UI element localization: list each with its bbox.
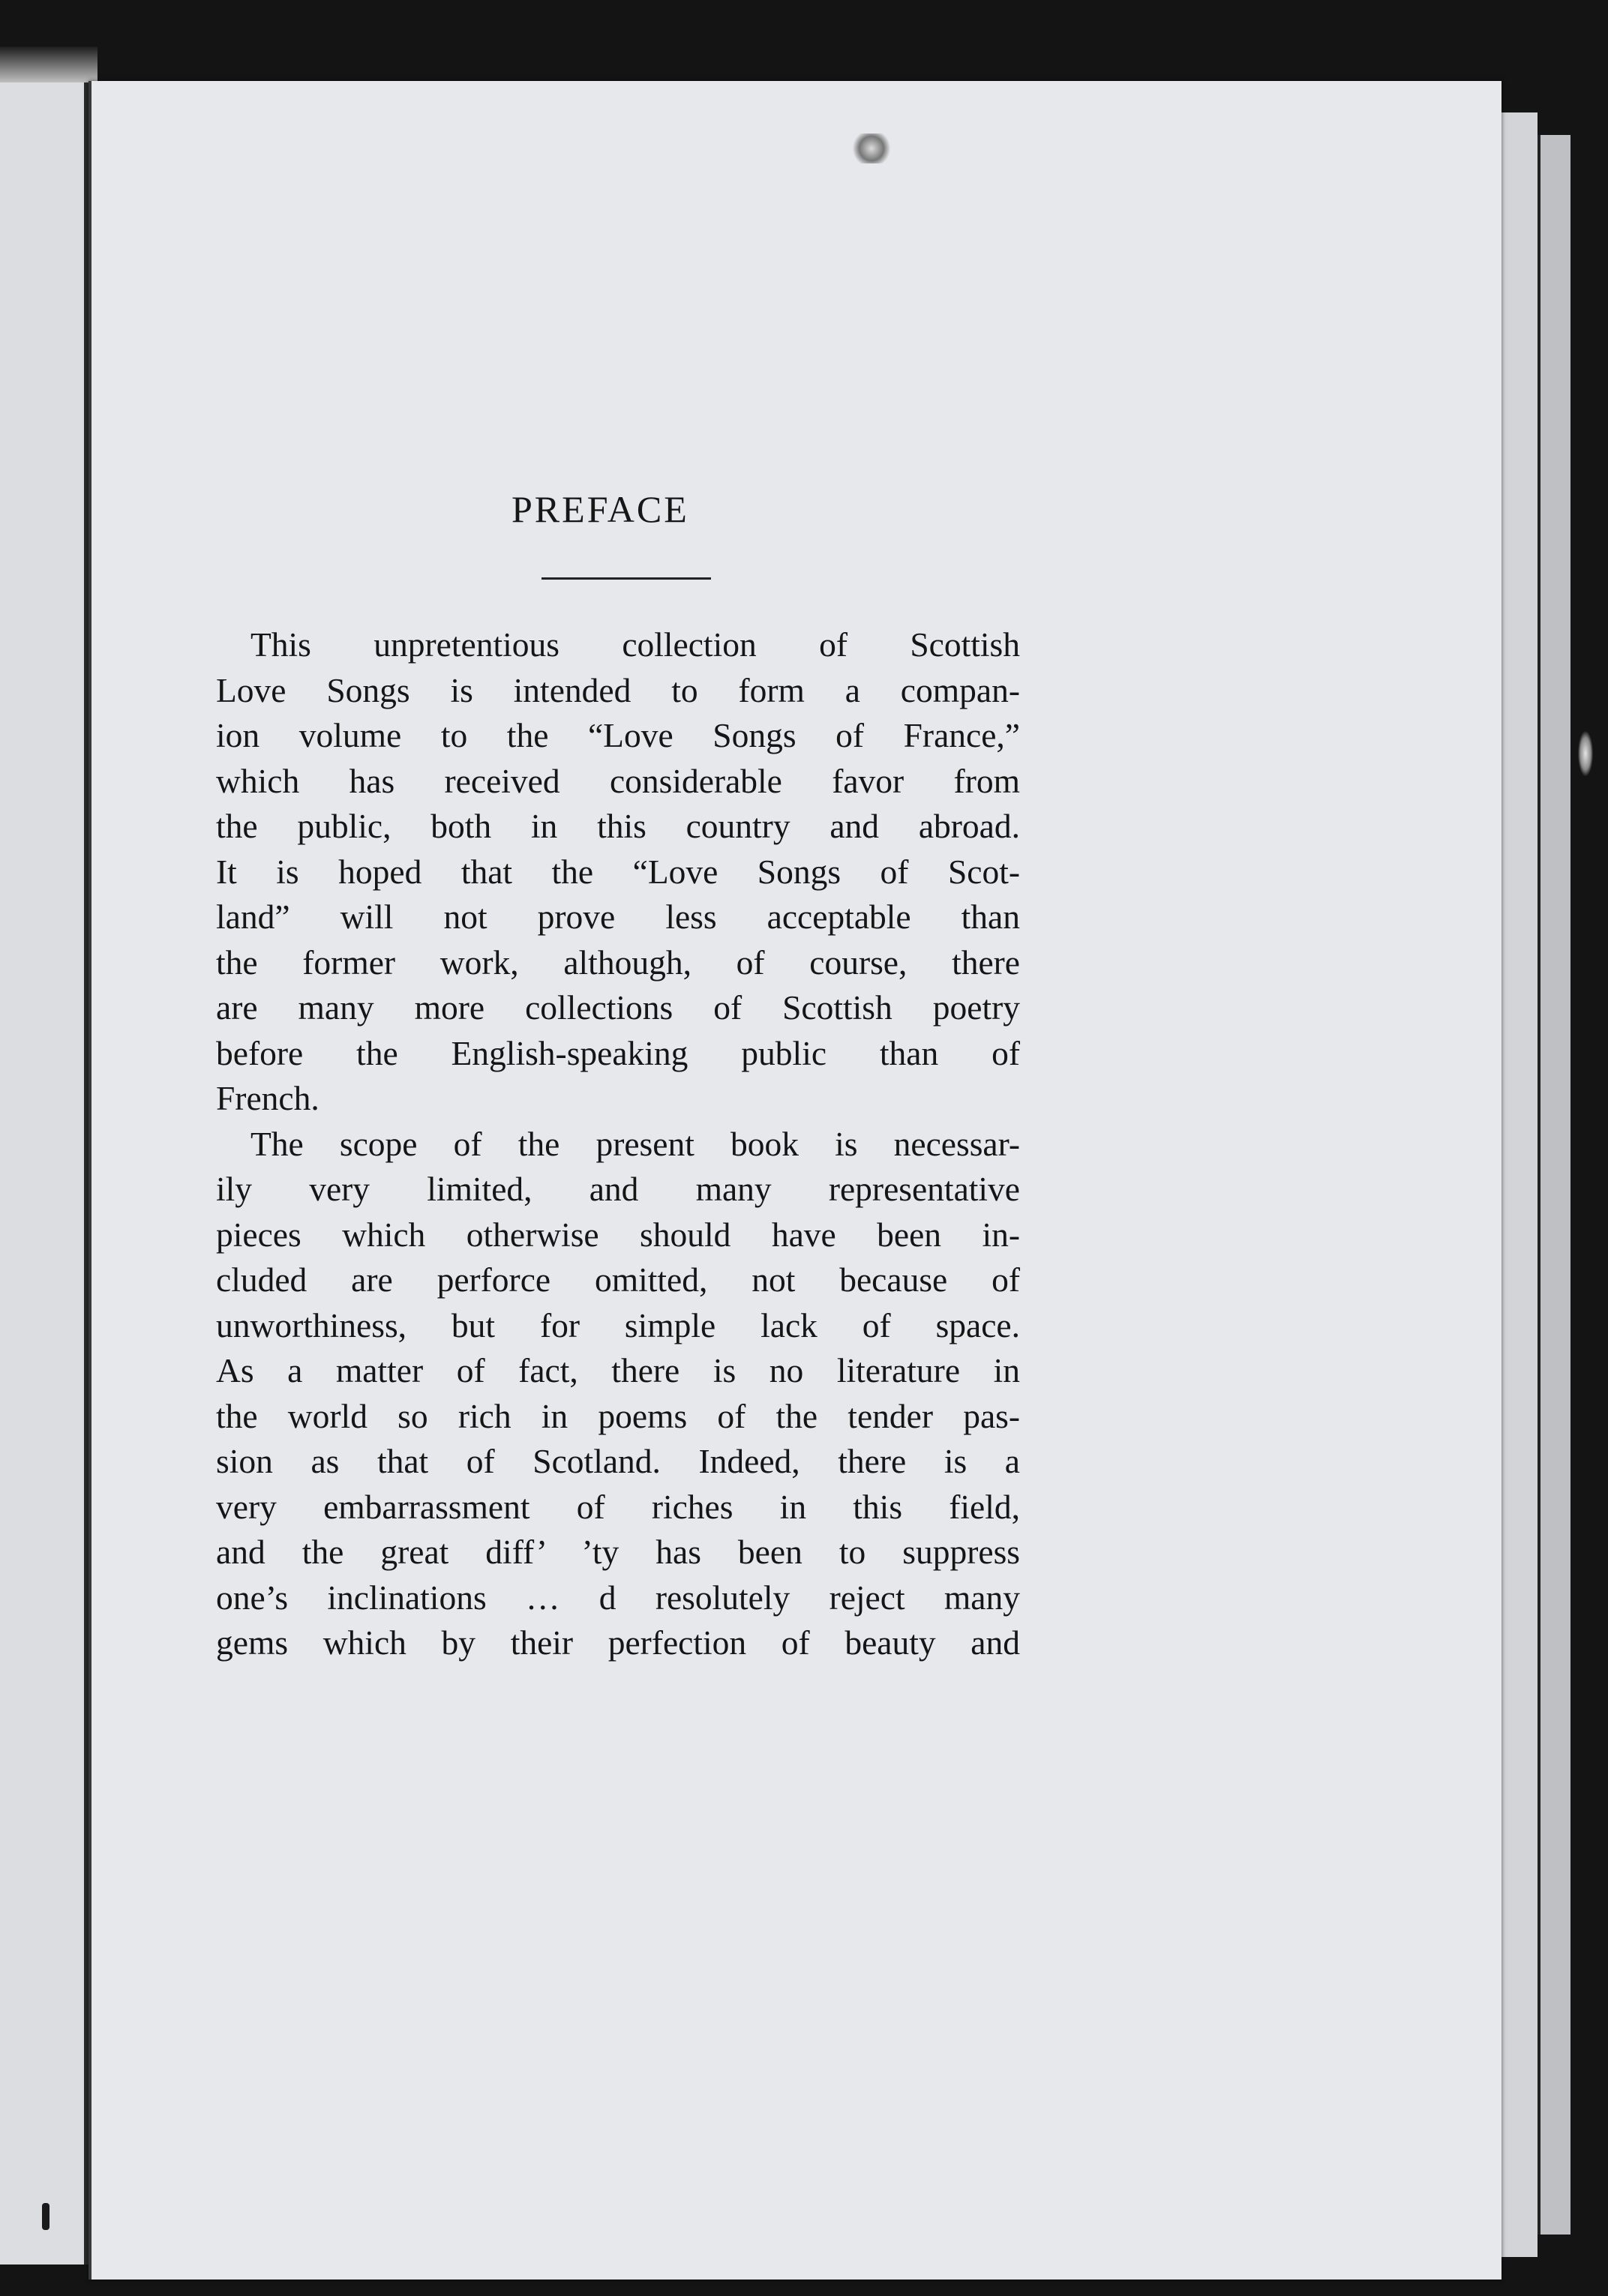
text-line: It is hoped that the “Love Songs of Scot- <box>216 852 1020 891</box>
text-line: one’s inclinations … d resolutely reject many <box>216 1578 1020 1617</box>
text-line: Love Songs is intended to form a compan- <box>216 670 1020 709</box>
text-line: the public, both in this country and abroad. <box>216 807 1020 845</box>
text-line: The scope of the present book is necessar- <box>250 1124 1020 1163</box>
text-line: and the great diff’ ’ty has been to suppress <box>216 1533 1020 1571</box>
heading-rule <box>542 577 711 580</box>
text-line: cluded are perforce omitted, not because of <box>216 1260 1020 1299</box>
preface-body <box>216 622 1020 1666</box>
text-line: are many more collections of Scottish poetry <box>216 988 1020 1027</box>
ink-mark <box>42 2203 50 2230</box>
scan-artifact-top <box>849 133 894 163</box>
text-line: before the English-speaking public than of <box>216 1033 1020 1072</box>
text-line: ion volume to the “Love Songs of France,” <box>216 716 1020 754</box>
text-line: As a matter of fact, there is no literature in <box>216 1351 1020 1389</box>
text-line: ily very limited, and many representative <box>216 1170 1020 1208</box>
binding-shadow <box>0 46 98 82</box>
page-heading: PREFACE <box>512 488 689 530</box>
text-line: pieces which otherwise should have been in- <box>216 1215 1020 1254</box>
text-line: very embarrassment of riches in this field, <box>216 1487 1020 1526</box>
previous-page-edge <box>0 82 88 2265</box>
text-line: This unpretentious collection of Scottish <box>250 625 1020 664</box>
text-line: French. <box>216 1079 320 1117</box>
text-line: land” will not prove less acceptable than <box>216 898 1020 936</box>
text-line: unworthiness, but for simple lack of space. <box>216 1305 1020 1344</box>
text-line: the former work, although, of course, there <box>216 943 1020 982</box>
text-line: gems which by their perfection of beauty and <box>216 1623 1020 1662</box>
scan-artifact <box>1578 731 1593 776</box>
paragraph-1 <box>216 622 1020 1122</box>
paragraph-2 <box>216 1122 1020 1666</box>
text-line: the world so rich in poems of the tender pas- <box>216 1396 1020 1435</box>
page-edge-back <box>1538 135 1570 2235</box>
text-line: which has received considerable favor from <box>216 761 1020 800</box>
text-line: sion as that of Scotland. Indeed, there is a <box>216 1442 1020 1480</box>
